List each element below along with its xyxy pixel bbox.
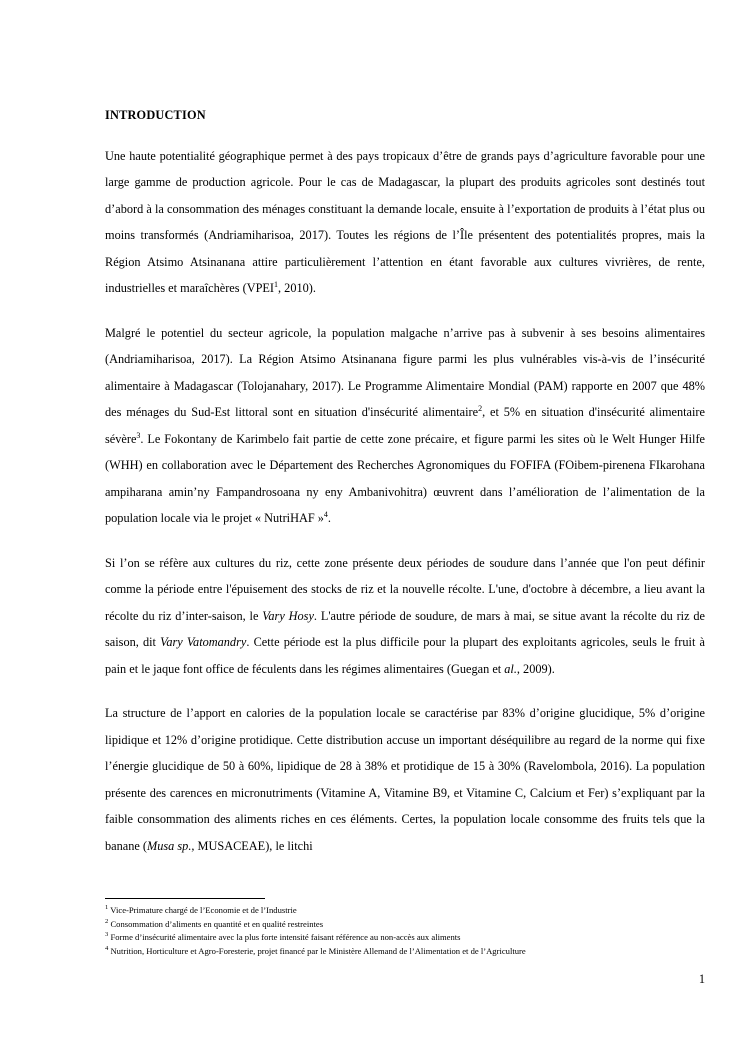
- section-heading: INTRODUCTION: [105, 108, 206, 122]
- footnote-ref-3: 3: [136, 430, 141, 440]
- footnote-marker-1: 1: [105, 904, 109, 912]
- page-number: 1: [698, 972, 705, 986]
- footnote-area: [105, 898, 705, 958]
- footnote-item-1: [105, 904, 705, 918]
- footnote-text-4: Nutrition, Horticulture et Agro-Foresterie, projet financé par le Ministère Allemand de l’Alimentation et de l’Agriculture: [110, 945, 526, 956]
- footnote-marker-4: 4: [105, 944, 109, 952]
- footnote-separator: [105, 898, 265, 899]
- footnote-ref-1: 1: [274, 280, 279, 290]
- footnote-text-1: Vice-Primature chargé de l’Economie et de l’Industrie: [110, 905, 297, 915]
- paragraph-4: La structure de l’apport en calories de la population locale se caractérise par 83% d’origine glucidique, 5% d’origine lipidique et 12% d’origine protidique. Cette distribution accuse un important déséquilibre au regard de la norme qui fixe l’énergie glucidique de 50 à 60%, lipidique de 28 à 38% et protidique de 15 à 30% (Ravelombola, 2016). La population présente des carences en micronutriments (Vitamine A, Vitamine B9, et Vitamine C, Calcium et Fer) s’expliquant par la faible consommation des aliments riches en ces éléments. Certes, la population locale consomme des fruits tels que la banane (Musa sp., MUSACEAE), le litchi: [105, 706, 705, 853]
- footnote-marker-3: 3: [105, 931, 109, 939]
- paragraph-3: Si l’on se réfère aux cultures du riz, cette zone présente deux périodes de soudure dans l’année que l'on peut définir comme la période entre l'épuisement des stocks de riz et la nouvelle récolte. L'une, d'octobre à décembre, a lieu avant la récolte du riz d’inter-saison, le Vary Hosy. L'autre période de soudure, de mars à mai, se situe avant la récolte du riz de saison, dit Vary Vatomandry. Cette période est la plus difficile pour la plupart des exploitants agricoles, seuls le fruit à pain et le jaque font office de féculents dans les régimes alimentaires (Guegan et al., 2009).: [105, 555, 706, 676]
- footnote-text-2: Consommation d’aliments en quantité et en qualité restreintes: [110, 918, 324, 929]
- footnote-ref-4: 4: [323, 510, 328, 520]
- footnote-text-3: Forme d’insécurité alimentaire avec la plus forte intensité faisant référence au non-accès aux aliments: [110, 932, 461, 942]
- footnote-marker-2: 2: [105, 917, 109, 925]
- paragraph-1: Une haute potentialité géographique permet à des pays tropicaux d’être de grands pays d’agriculture favorable pour une large gamme de production agricole. Pour le cas de Madagascar, la plupart des produits agricoles sont destinés tout d’abord à la consommation des ménages constituant la demande locale, ensuite à l’exportation de produits à l’état plus ou moins transformés (Andriamiharisoa, 2017). Toutes les régions de l’Île présentent des potentialités propres, mais la Région Atsimo Atsinanana attire particulièrement l’attention en étant favorable aux cultures vivrières, de rente, industrielles et maraîchères (VPEI$^1$, 2010).: [105, 148, 705, 296]
- paragraph-2: Malgré le potentiel du secteur agricole, la population malgache n’arrive pas à subvenir à ses besoins alimentaires (Andriamiharisoa, 2017). La Région Atsimo Atsinanana figure parmi les plus vulnérables vis-à-vis de l’insécurité alimentaire à Madagascar (Tolojanahary, 2017). Le Programme Alimentaire Mondial (PAM) rapporte en 2007 que 48% des ménages du Sud-Est littoral sont en situation d'insécurité alimentaire$^2$, et 5% en situation d'insécurité alimentaire sévère$^3$. Le Fokontany de Karimbelo fait partie de cette zone précaire, et figure parmi les sites où le Welt Hunger Hilfe (WHH) en collaboration avec le Département des Recherches Agronomiques du FOFIFA (FOibem-pirenena FIkarohana ampiharana amin’ny Fampandrosoana ny eny Ambanivohitra) œuvrent dans l’amélioration de l’alimentation de la population locale via le projet « NutriHAF »$^4$.: [105, 325, 705, 526]
- footnote-list: [105, 904, 705, 958]
- footnote-item-2: [105, 918, 705, 932]
- footnote-item-4: [105, 945, 705, 959]
- footnote-item-3: [105, 931, 705, 945]
- page-body: [105, 108, 705, 859]
- footnote-ref-2: 2: [478, 404, 483, 414]
